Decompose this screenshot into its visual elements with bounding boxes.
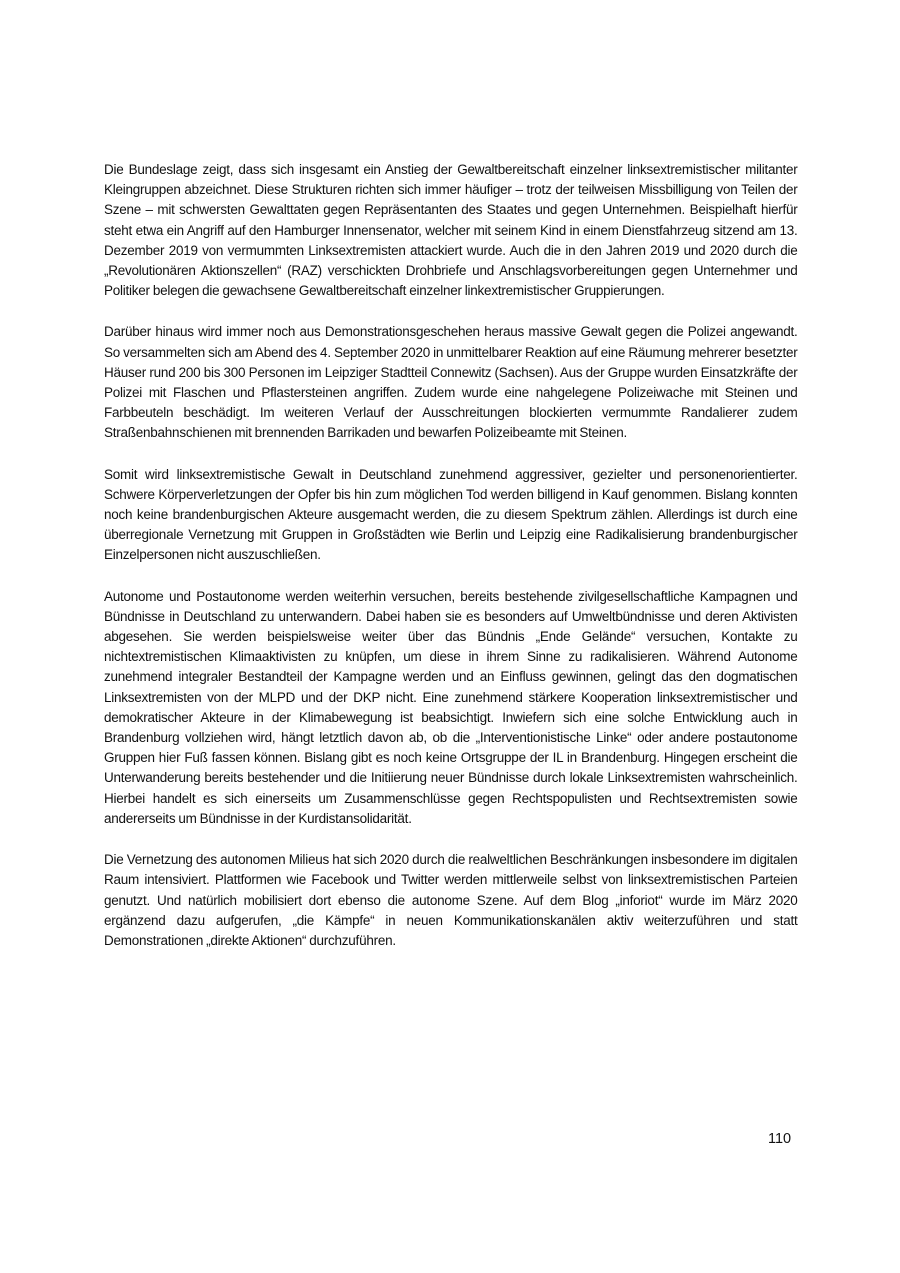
paragraph: Die Bundeslage zeigt, dass sich insgesamt ein Anstieg der Gewaltbereitschaft einzelner linksextremistischer militanter Kleingruppen abzeichnet. Diese Strukturen richten sich immer häufiger – trotz der teilweisen Missbilligung von Teilen der Szene – mit schwersten Gewalttaten gegen Repräsentanten des Staates und gegen Unternehmen. Beispielhaft hierfür steht etwa ein Angriff auf den Hamburger Innensenator, welcher mit seinem Kind in einem Dienstfahrzeug sitzend am 13. Dezember 2019 von vermummten Linksextremisten attackiert wurde. Auch die in den Jahren 2019 und 2020 durch die „Revolutionären Aktionszellen“ (RAZ) verschickten Drohbriefe und Anschlagsvorbereitungen gegen Unternehmer und Politiker belegen die gewachsene Gewaltbereitschaft einzelner linkextremistischer Gruppierungen. <box>104 162 798 300</box>
paragraph: Somit wird linksextremistische Gewalt in Deutschland zunehmend aggressiver, gezielter und personenorientierter. Schwere Körperverletzungen der Opfer bis hin zum möglichen Tod werden billigend in Kauf genommen. Bislang konnten noch keine brandenburgischen Akteure ausgemacht werden, die zu diesem Spektrum zählen. Allerdings ist durch eine überregionale Vernetzung mit Gruppen in Großstädten wie Berlin und Leipzig eine Radikalisierung brandenburgischer Einzelpersonen nicht auszuschließen. <box>104 466 798 564</box>
page-number: 110 <box>768 1131 792 1147</box>
body-text <box>104 160 798 972</box>
paragraph: Die Vernetzung des autonomen Milieus hat sich 2020 durch die realweltlichen Beschränkungen insbesondere im digitalen Raum intensiviert. Plattformen wie Facebook und Twitter werden mittlerweile selbst von linksextremistischen Parteien genutzt. Und natürlich mobilisiert dort ebenso die autonome Szene. Auf dem Blog „inforiot“ wurde im März 2020 ergänzend dazu aufgerufen, „die Kämpfe“ in neuen Kommunikationskanälen aktiv weiterzuführen und statt Demonstrationen „direkte Aktionen“ durchzuführen. <box>104 852 798 949</box>
paragraph: Darüber hinaus wird immer noch aus Demonstrationsgeschehen heraus massive Gewalt gegen die Polizei angewandt. So versammelten sich am Abend des 4. September 2020 in unmittelbarer Reaktion auf eine Räumung mehrerer besetzter Häuser rund 200 bis 300 Personen im Leipziger Stadtteil Connewitz (Sachsen). Aus der Gruppe wurden Einsatzkräfte der Polizei mit Flaschen und Pflastersteinen angriffen. Zudem wurde eine nahgelegene Polizeiwache mit Steinen und Farbbeuteln beschädigt. Im weiteren Verlauf der Ausschreitungen blockierten vermummte Randalierer zudem Straßenbahnschienen mit brennenden Barrikaden und bewarfen Polizeibeamte mit Steinen. <box>104 324 798 442</box>
paragraph: Autonome und Postautonome werden weiterhin versuchen, bereits bestehende zivilgesellschaftliche Kampagnen und Bündnisse in Deutschland zu unterwandern. Dabei haben sie es besonders auf Umweltbündnisse und deren Aktivisten abgesehen. Sie werden beispielsweise weiter über das Bündnis „Ende Gelände“ versuchen, Kontakte zu nichtextremistischen Klimaaktivisten zu knüpfen, um diese in ihrem Sinne zu radikalisieren. Während Autonome zunehmend integraler Bestandteil der Kampagne werden und an Einfluss gewinnen, gelingt das den dogmatischen Linksextremisten von der MLPD und der DKP nicht. Eine zunehmend stärkere Kooperation linksextremistischer und demokratischer Akteure in der Klimabewegung ist beabsichtigt. Inwiefern sich eine solche Entwicklung auch in Brandenburg vollziehen wird, hängt letztlich davon ab, ob die „Interventionistische Linke“ oder andere postautonome Gruppen hier Fuß fassen können. Bislang gibt es noch keine Ortsgruppe der IL in Brandenburg. Hingegen erscheint die Unterwanderung bereits bestehender und die Initiierung neuer Bündnisse durch lokale Linksextremisten wahrscheinlich. Hierbei handelt es sich einerseits um Zusammenschlüsse gegen Rechtspopulisten und Rechtsextremisten sowie andererseits um Bündnisse in der Kurdistansolidarität. <box>104 588 798 827</box>
